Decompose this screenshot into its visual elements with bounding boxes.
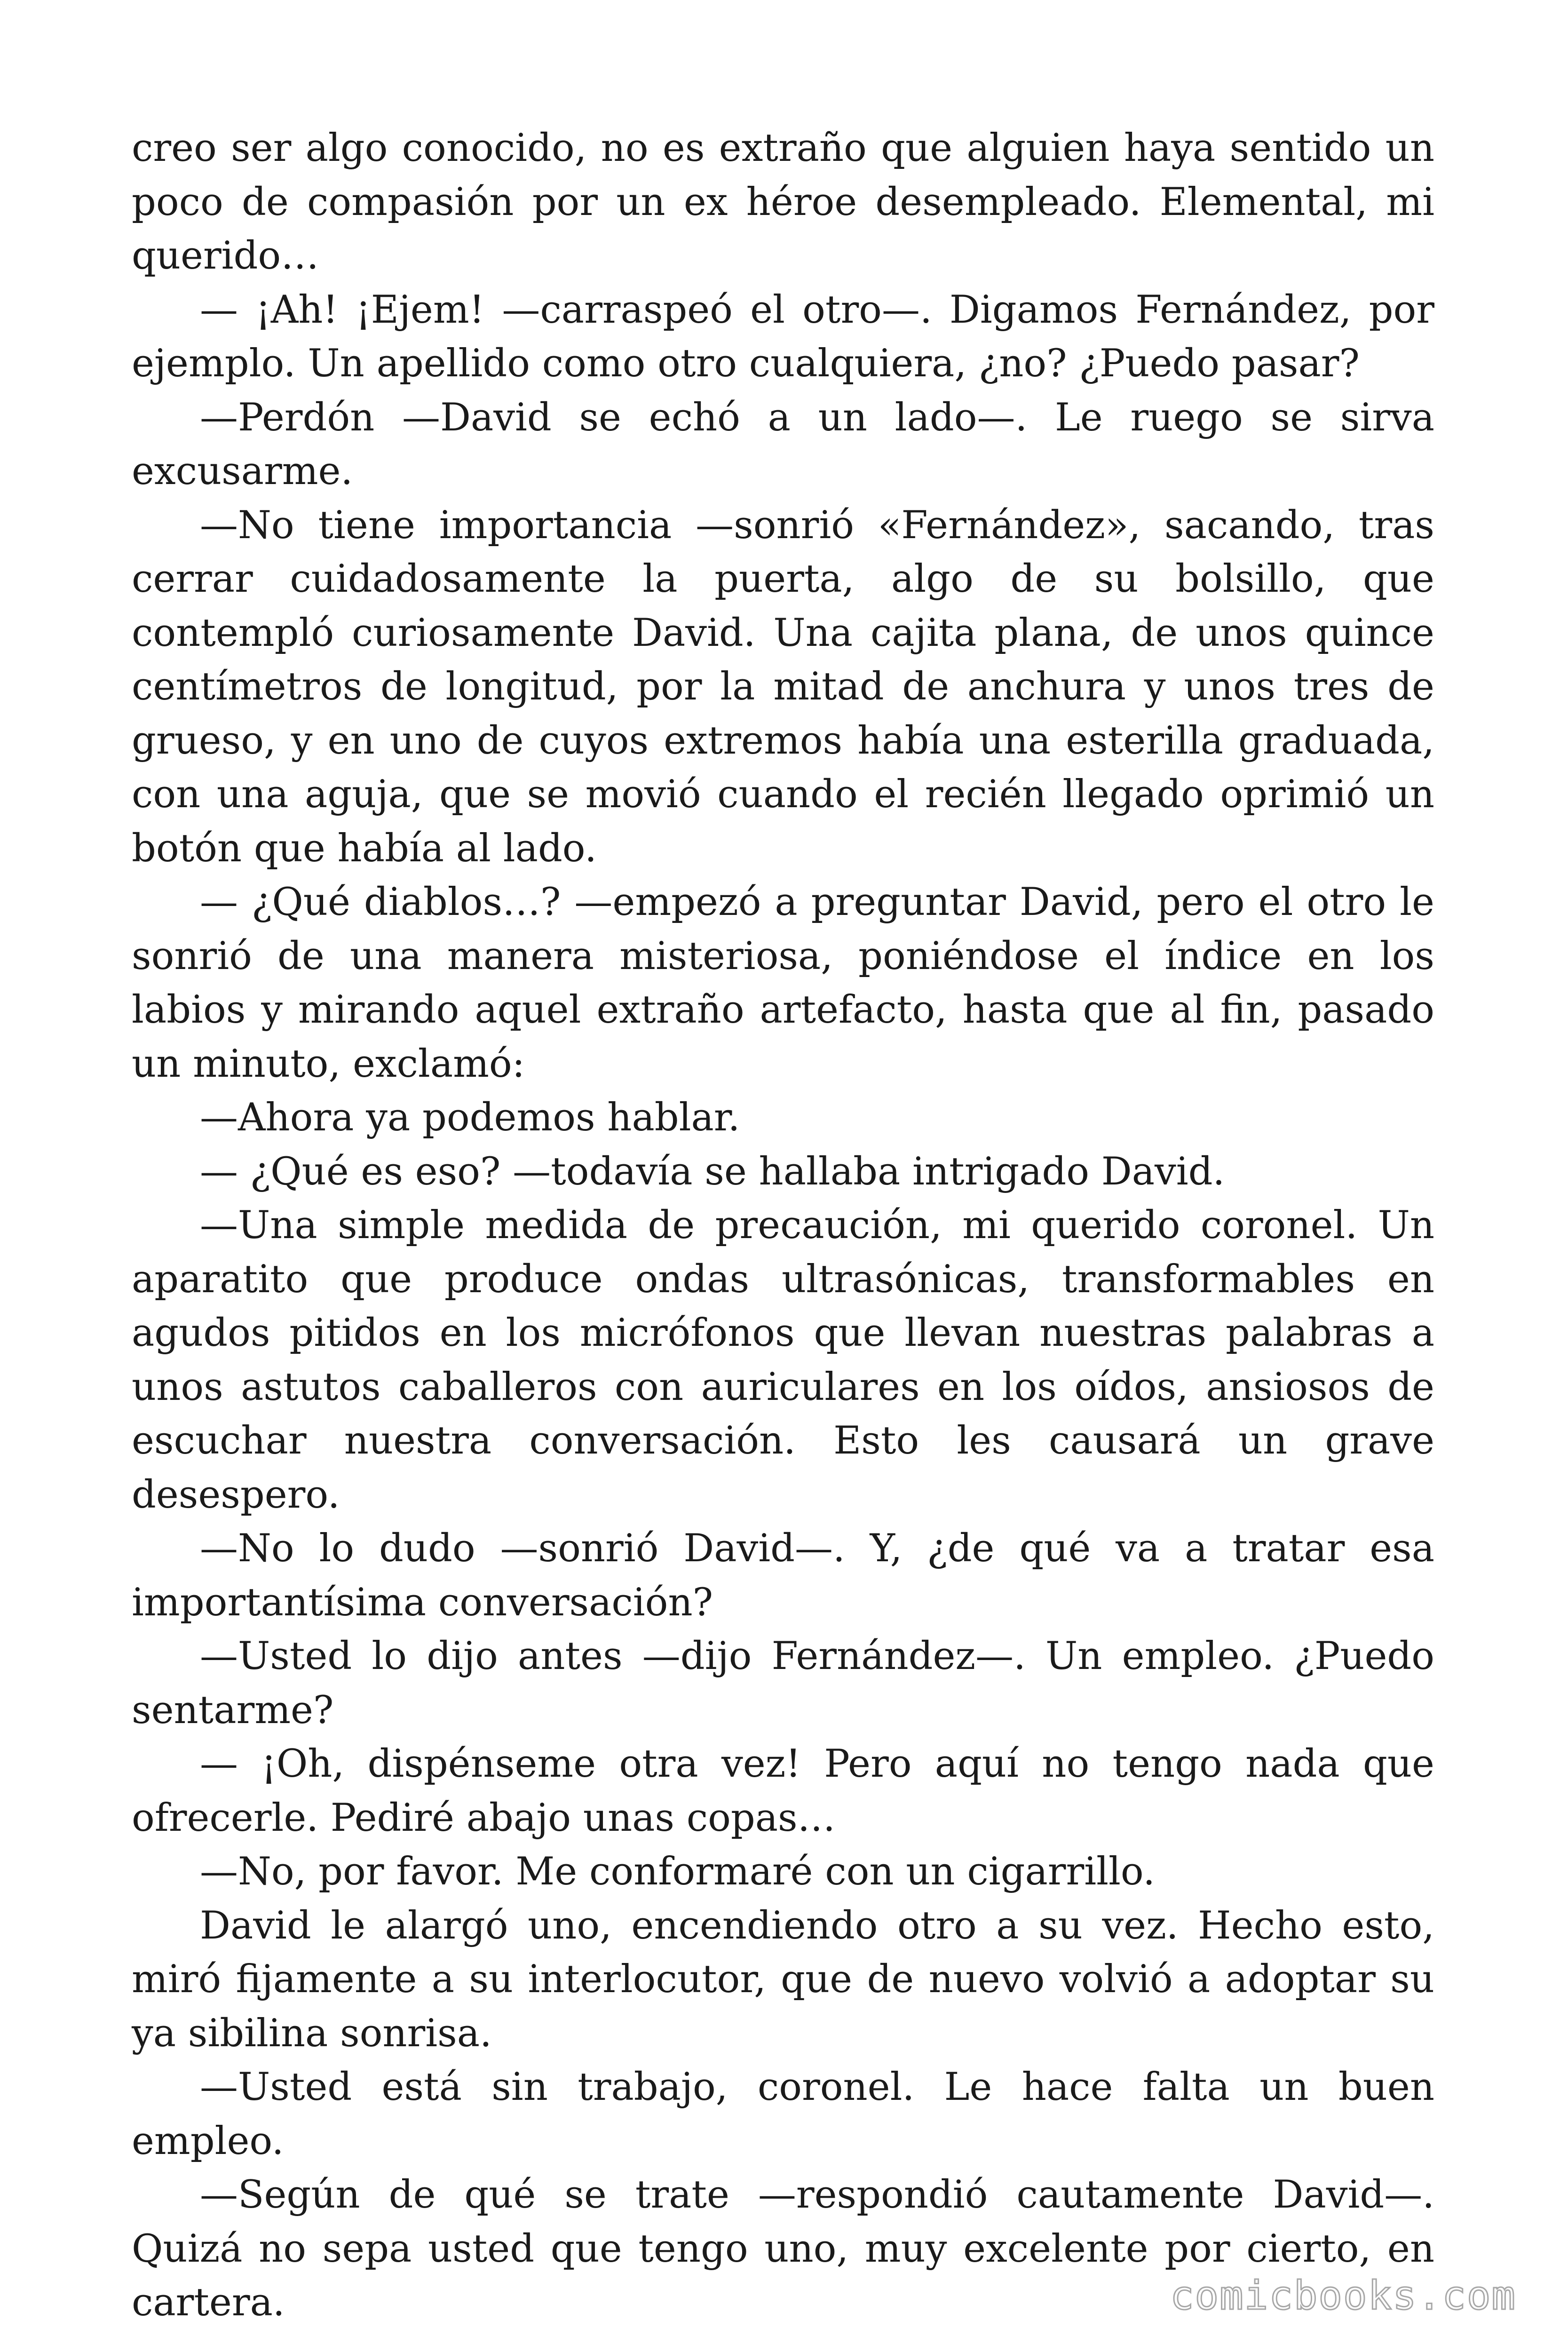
- paragraph: David le alargó uno, encendiendo otro a su vez. Hecho esto, miró fijamente a su interlocutor, que de nuevo volvió a adoptar su ya sibilina sonrisa.: [132, 1903, 1434, 2056]
- paragraph-continuation: creo ser algo conocido, no es extraño que alguien haya sentido un poco de compasión por un ex héroe desempleado. Elemental, mi querido…: [132, 126, 1434, 278]
- paragraph: —Usted lo dijo antes —dijo Fernández—. Un empleo. ¿Puedo sentarme?: [132, 1634, 1434, 1732]
- watermark-text: comicbooks.com: [1170, 2273, 1516, 2319]
- paragraph: — ¿Qué es eso? —todavía se hallaba intrigado David.: [200, 1149, 1225, 1194]
- paragraph: —No lo dudo —sonrió David—. Y, ¿de qué va a tratar esa importantísima conversación?: [132, 1526, 1434, 1625]
- paragraph: —Ahora ya podemos hablar.: [200, 1096, 740, 1140]
- paragraph: —Una simple medida de precaución, mi querido coronel. Un aparatito que produce ondas ultrasónicas, transformables en agudos pitidos en los micrófonos que llevan nuestras palabras a unos astutos caballeros con auriculares en los oídos, ansiosos de escuchar nuestra conversación. Esto les causará un grave desespero.: [132, 1203, 1434, 1517]
- paragraph: — ¿Qué diablos…? —empezó a preguntar David, pero el otro le sonrió de una manera misteriosa, poniéndose el índice en los labios y mirando aquel extraño artefacto, hasta que al fin, pasado un minuto, exclamó:: [132, 880, 1434, 1086]
- paragraph: —Según de qué se trate —respondió cautamente David—. Quizá no sepa usted que tengo uno, muy excelente por cierto, en cartera.: [132, 2173, 1434, 2325]
- paragraph: — ¡Ah! ¡Ejem! —carraspeó el otro—. Digamos Fernández, por ejemplo. Un apellido como otro cualquiera, ¿no? ¿Puedo pasar?: [132, 287, 1434, 386]
- paragraph: —No tiene importancia —sonrió «Fernández», sacando, tras cerrar cuidadosamente la puerta, algo de su bolsillo, que contempló curiosamente David. Una cajita plana, de unos quince centímetros de longitud, por la mitad de anchura y unos tres de grueso, y en uno de cuyos extremos había una esterilla graduada, con una aguja, que se movió cuando el recién llegado oprimió un botón que había al lado.: [132, 503, 1434, 871]
- paragraph: —Perdón —David se echó a un lado—. Le ruego se sirva excusarme.: [132, 395, 1434, 493]
- paragraph: —Usted está sin trabajo, coronel. Le hace falta un buen empleo.: [132, 2065, 1434, 2163]
- paragraph: —No, por favor. Me conformaré con un cigarrillo.: [200, 1850, 1156, 1894]
- paragraph: — ¡Oh, dispénseme otra vez! Pero aquí no tengo nada que ofrecerle. Pediré abajo unas copas…: [132, 1742, 1434, 1840]
- body-text: [132, 121, 1434, 2330]
